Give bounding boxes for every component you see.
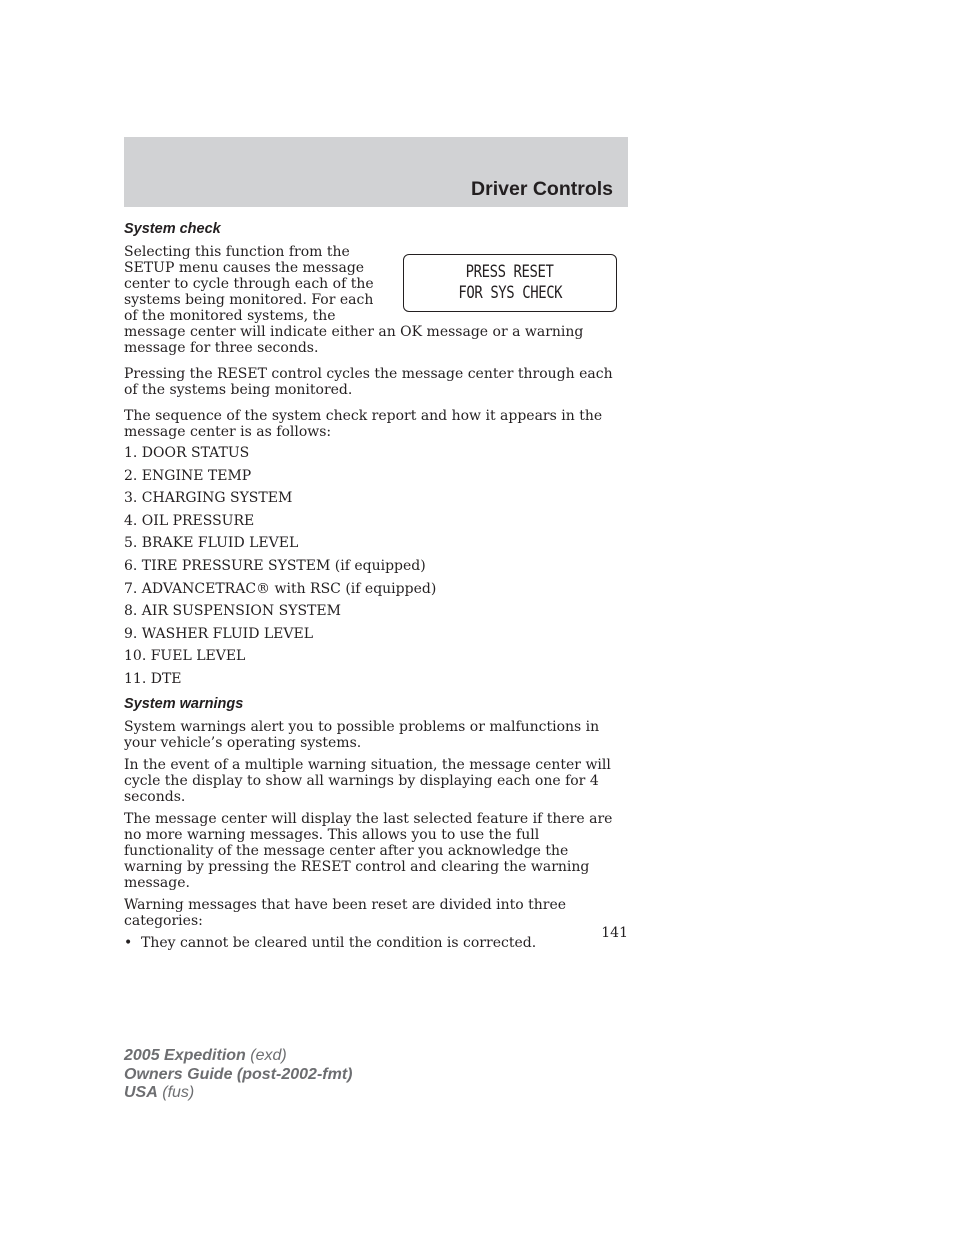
- list-item: 11. DTE: [124, 670, 182, 687]
- section-header-band: [124, 137, 628, 207]
- footer-model-code: (exd): [250, 1047, 287, 1064]
- bullet-mark: •: [124, 934, 133, 951]
- list-item: 3. CHARGING SYSTEM: [124, 490, 293, 507]
- list-item: 2. ENGINE TEMP: [124, 467, 252, 484]
- system-check-list: [124, 445, 628, 687]
- system-warnings-paragraph-2: In the event of a multiple warning situation, the message center will cycle the display to show all warnings by displaying each one for 4 seconds.: [124, 756, 611, 805]
- display-line-2: FOR SYS CHECK: [458, 283, 562, 303]
- list-item: 6. TIRE PRESSURE SYSTEM (if equipped): [124, 557, 426, 574]
- list-item: 1. DOOR STATUS: [124, 445, 250, 461]
- list-item: 9. WASHER FLUID LEVEL: [124, 625, 314, 642]
- footer-model: 2005 Expedition: [124, 1047, 246, 1064]
- footer-guide: Owners Guide (post-2002-fmt): [124, 1065, 353, 1083]
- list-item: 7. ADVANCETRAC® with RSC (if equipped): [124, 580, 437, 597]
- page-content: [124, 220, 628, 951]
- footer-market: USA: [124, 1084, 158, 1101]
- display-line-1: PRESS RESET: [466, 262, 554, 282]
- page-number: 141: [601, 925, 628, 941]
- section-title: Driver Controls: [471, 178, 613, 200]
- system-check-paragraph-2: Pressing the RESET control cycles the message center through each of the systems being monitored.: [124, 366, 613, 398]
- list-item: 4. OIL PRESSURE: [124, 512, 255, 529]
- system-warnings-paragraph-1: System warnings alert you to possible problems or malfunctions in your vehicle’s operating systems.: [124, 718, 600, 751]
- list-item: 10. FUEL LEVEL: [124, 648, 246, 665]
- system-check-intro-block: [124, 244, 628, 356]
- system-check-heading: System check: [124, 221, 221, 237]
- footer-line-1: [124, 1047, 352, 1066]
- footer-line-3: [124, 1084, 352, 1103]
- document-footer: [124, 1047, 352, 1103]
- system-warnings-paragraph-3: The message center will display the last selected feature if there are no more warning messages. This allows you to use the full functionality of the message center after you acknowledge the warning by pressing the RESET control and clearing the warning message.: [124, 810, 613, 891]
- list-item: 5. BRAKE FLUID LEVEL: [124, 535, 299, 552]
- footer-market-code: (fus): [162, 1084, 195, 1101]
- footer-line-2: [124, 1066, 352, 1085]
- message-center-display: [403, 254, 617, 312]
- bullet-text: They cannot be cleared until the condition is corrected.: [141, 934, 537, 951]
- list-item: 8. AIR SUSPENSION SYSTEM: [124, 603, 341, 620]
- system-warnings-heading: System warnings: [124, 695, 244, 712]
- system-check-intro-text: Selecting this function from the SETUP menu causes the message center to cycle through each of the systems being monitored. For each of the monitored systems, the message center will indicate either an OK message or a warning message for three seconds.: [124, 244, 584, 356]
- system-warnings-paragraph-4: Warning messages that have been reset are divided into three categories:: [124, 896, 567, 929]
- system-check-paragraph-3: The sequence of the system check report and how it appears in the message center is as follows:: [124, 408, 603, 440]
